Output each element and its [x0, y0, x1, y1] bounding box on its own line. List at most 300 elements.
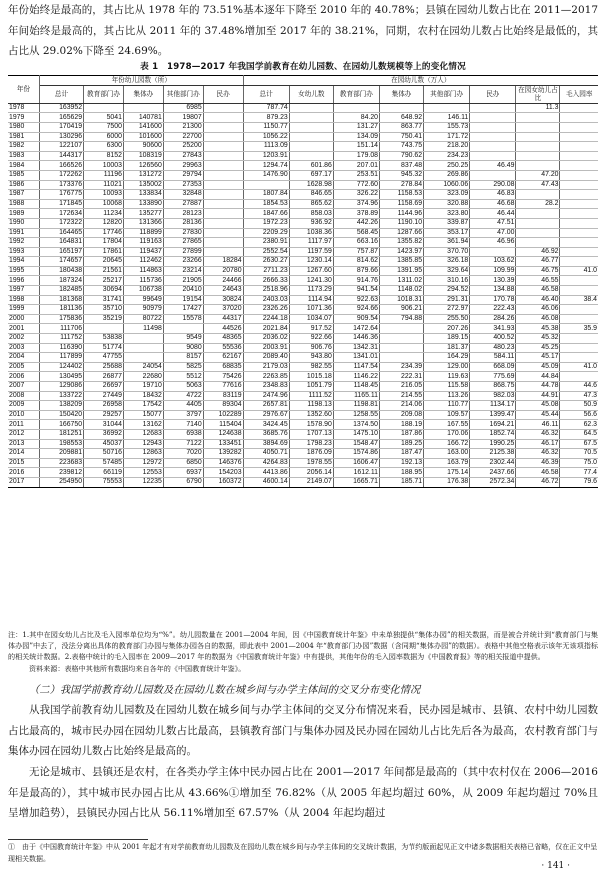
table-cell: 23266: [163, 257, 203, 267]
table-cell: 139282: [203, 449, 243, 459]
table-cell: 146376: [203, 458, 243, 468]
table-cell: [84, 103, 124, 113]
table-row: [8, 429, 598, 439]
table-cell: 173376: [39, 180, 83, 190]
table-cell: 2976.67: [243, 410, 289, 420]
year-cell: 1978: [8, 103, 39, 113]
table-row: [8, 209, 598, 219]
table-cell: 134.88: [470, 286, 516, 296]
table-cell: 775.69: [470, 372, 516, 382]
table-cell: 209.08: [379, 410, 423, 420]
table-row: [8, 122, 598, 132]
table-cell: 378.89: [333, 209, 379, 219]
table-cell: 790.62: [379, 151, 423, 161]
table-cell: 26697: [84, 382, 124, 392]
table-cell: 180438: [39, 266, 83, 276]
table-cell: 3797: [163, 410, 203, 420]
table-cell: 171.72: [424, 132, 470, 142]
table-cell: 5041: [84, 113, 124, 123]
table-cell: 130495: [39, 372, 83, 382]
column-header: 毛入园率: [560, 85, 598, 103]
table-cell: 234.23: [424, 151, 470, 161]
column-header: 其他部门办: [424, 85, 470, 103]
table-cell: 187324: [39, 276, 83, 286]
table-cell: [560, 103, 598, 113]
table-cell: 84.20: [333, 113, 379, 123]
table-cell: 70.5: [560, 449, 598, 459]
table-cell: [516, 113, 560, 123]
table-cell: 936.92: [289, 218, 333, 228]
table-cell: 155.73: [424, 122, 470, 132]
table-cell: 47.3: [560, 391, 598, 401]
table-cell: 115.58: [424, 382, 470, 392]
table-cell: 44317: [203, 314, 243, 324]
table-cell: [203, 228, 243, 238]
table-row: [8, 324, 598, 334]
table-cell: 341.93: [470, 324, 516, 334]
table-cell: 1241.30: [289, 276, 333, 286]
table-cell: 182485: [39, 286, 83, 296]
table-cell: 697.17: [289, 170, 333, 180]
table-cell: [203, 209, 243, 219]
table-cell: 922.63: [333, 295, 379, 305]
table-cell: 26958: [84, 401, 124, 411]
table-cell: 77616: [203, 382, 243, 392]
table-cell: 2209.29: [243, 228, 289, 238]
table-cell: 46.08: [516, 314, 560, 324]
table-cell: 1015.18: [289, 372, 333, 382]
table-cell: 1852.74: [470, 429, 516, 439]
table-cell: 6850: [163, 458, 203, 468]
column-header: 民办: [470, 85, 516, 103]
table-cell: 75553: [84, 477, 124, 487]
table-cell: 772.60: [333, 180, 379, 190]
table-cell: [516, 190, 560, 200]
table-cell: 1198.81: [333, 401, 379, 411]
table-cell: 45.08: [516, 401, 560, 411]
table-cell: 3424.45: [243, 420, 289, 430]
year-cell: 1994: [8, 257, 39, 267]
table-cell: 44526: [203, 324, 243, 334]
table-cell: 189.25: [379, 439, 423, 449]
table-cell: 1391.95: [379, 266, 423, 276]
table-cell: 3894.69: [243, 439, 289, 449]
table-cell: [203, 190, 243, 200]
table-cell: 44.84: [516, 372, 560, 382]
table-cell: 320.88: [424, 199, 470, 209]
year-cell: 1991: [8, 228, 39, 238]
table-row: [8, 266, 598, 276]
table-cell: 794.88: [379, 314, 423, 324]
source-note: 资料来源：表格中其他所有数据均来自各年的《中国教育统计年鉴》。: [29, 664, 246, 673]
table-cell: 222.31: [379, 372, 423, 382]
table-cell: 28136: [163, 218, 203, 228]
table-cell: 164.29: [424, 353, 470, 363]
table-cell: 79.6: [560, 477, 598, 487]
table-cell: 1847.66: [243, 209, 289, 219]
table-cell: 29257: [84, 410, 124, 420]
table-cell: [123, 353, 163, 363]
table-cell: 165197: [39, 247, 83, 257]
table-cell: [470, 170, 516, 180]
table-cell: 36992: [84, 429, 124, 439]
body-paragraph: 无论是城市、县镇还是农村，在各类办学主体中民办园占比在 2001—2017 年间都是最高的（其中农村仅在 2006—2016 年是最高的），其中城市民办园占比从 43.66%①增加至 76.82%（从 2005 年起均超过 60%，从 2009 年起均超过 70%且呈增加趋势），县镇民办园占比从 56.11%增加至 67.57%（从 2004 年起均超过: [8, 766, 598, 819]
table-cell: 787.74: [243, 103, 289, 113]
table-cell: 294.52: [424, 286, 470, 296]
table-cell: 1665.71: [333, 477, 379, 487]
table-cell: 109.57: [424, 410, 470, 420]
table-cell: 982.55: [289, 362, 333, 372]
table-row: [8, 228, 598, 238]
table-cell: 23214: [163, 266, 203, 276]
table-cell: 46.68: [470, 199, 516, 209]
table-cell: 26877: [84, 372, 124, 382]
table-cell: 179.08: [333, 151, 379, 161]
table-cell: 47.20: [516, 170, 560, 180]
table-cell: [560, 276, 598, 286]
year-cell: 2010: [8, 410, 39, 420]
table-cell: 1399.47: [470, 410, 516, 420]
table-row: [8, 276, 598, 286]
table-cell: 166750: [39, 420, 83, 430]
table-cell: 906.21: [379, 305, 423, 315]
table-cell: [560, 305, 598, 315]
table-cell: 2302.44: [470, 458, 516, 468]
table-cell: 45.38: [516, 324, 560, 334]
table-row: [8, 372, 598, 382]
table-cell: 291.31: [424, 295, 470, 305]
year-cell: 2006: [8, 372, 39, 382]
table-cell: 67.5: [560, 439, 598, 449]
year-cell: 2016: [8, 468, 39, 478]
header-group-kindergartens: 年份幼儿园数（所）: [39, 76, 243, 86]
year-cell: 2007: [8, 382, 39, 392]
table-cell: [560, 247, 598, 257]
table-cell: [203, 180, 243, 190]
table-cell: 1165.11: [333, 391, 379, 401]
table-cell: 62.3: [560, 420, 598, 430]
table-row: [8, 477, 598, 487]
table-cell: 339.87: [424, 218, 470, 228]
table-cell: [379, 334, 423, 344]
table-cell: 27449: [84, 391, 124, 401]
table-cell: 310.16: [424, 276, 470, 286]
table-cell: 941.54: [333, 286, 379, 296]
table-cell: [560, 334, 598, 344]
year-cell: 1992: [8, 238, 39, 248]
table-cell: [560, 151, 598, 161]
year-cell: 1987: [8, 190, 39, 200]
table-cell: [560, 170, 598, 180]
table-row: [8, 420, 598, 430]
table-cell: 1173.29: [289, 286, 333, 296]
table-cell: 45037: [84, 439, 124, 449]
table-cell: 222.43: [470, 305, 516, 315]
table-cell: 45.25: [516, 343, 560, 353]
year-cell: 2008: [8, 391, 39, 401]
table-cell: 1694.21: [470, 420, 516, 430]
table-cell: 32848: [163, 190, 203, 200]
table-cell: 45.32: [516, 334, 560, 344]
table-cell: 4264.83: [243, 458, 289, 468]
table-cell: 1018.31: [379, 295, 423, 305]
table-cell: [560, 218, 598, 228]
table-cell: 223683: [39, 458, 83, 468]
table-cell: 568.45: [333, 228, 379, 238]
year-cell: 2011: [8, 420, 39, 430]
table-cell: 150420: [39, 410, 83, 420]
table-cell: 29963: [163, 161, 203, 171]
table-cell: [560, 238, 598, 248]
table-cell: 1472.64: [333, 324, 379, 334]
table-cell: [203, 113, 243, 123]
table-cell: 1158.69: [379, 199, 423, 209]
table-cell: 2125.38: [470, 449, 516, 459]
table-row: [8, 343, 598, 353]
table-cell: 171845: [39, 199, 83, 209]
table-row: [8, 449, 598, 459]
table-cell: 906.76: [289, 343, 333, 353]
table-cell: 124638: [203, 429, 243, 439]
table-cell: 160372: [203, 477, 243, 487]
table-row: [8, 401, 598, 411]
table-cell: 68835: [203, 362, 243, 372]
table-cell: 118899: [123, 228, 163, 238]
table-cell: 6790: [163, 477, 203, 487]
table-cell: 50.9: [560, 401, 598, 411]
table-cell: 1197.59: [289, 247, 333, 257]
table-cell: 846.65: [289, 190, 333, 200]
table-cell: 1190.10: [379, 218, 423, 228]
table-cell: 2089.40: [243, 353, 289, 363]
table-cell: 943.80: [289, 353, 333, 363]
year-cell: 2014: [8, 449, 39, 459]
table-cell: 1798.23: [289, 439, 333, 449]
table-cell: 1311.02: [379, 276, 423, 286]
table-cell: 12683: [123, 429, 163, 439]
table-cell: 1060.06: [424, 180, 470, 190]
year-cell: 2002: [8, 334, 39, 344]
table-cell: [379, 103, 423, 113]
table-cell: 1374.50: [333, 420, 379, 430]
column-header: 教育部门办: [84, 85, 124, 103]
table-cell: 130.39: [470, 276, 516, 286]
table-cell: 46.58: [516, 286, 560, 296]
table-cell: [289, 113, 333, 123]
column-header: 其他部门办: [163, 85, 203, 103]
table-cell: 131366: [123, 218, 163, 228]
table-cell: 2474.96: [243, 391, 289, 401]
table-cell: 46.55: [516, 276, 560, 286]
year-cell: 1997: [8, 286, 39, 296]
table-cell: 234.39: [379, 362, 423, 372]
column-header: 集体办: [379, 85, 423, 103]
table-cell: 44.78: [516, 382, 560, 392]
year-cell: 1983: [8, 151, 39, 161]
table-cell: 1446.36: [333, 334, 379, 344]
table-cell: 1972.23: [243, 218, 289, 228]
table-cell: 4405: [163, 401, 203, 411]
table-cell: [516, 161, 560, 171]
table-cell: [289, 122, 333, 132]
table-cell: [560, 161, 598, 171]
table-cell: 165629: [39, 113, 83, 123]
table-cell: [123, 103, 163, 113]
table-cell: [470, 122, 516, 132]
table-cell: 2263.85: [243, 372, 289, 382]
year-cell: 2003: [8, 343, 39, 353]
table-cell: 284.26: [470, 314, 516, 324]
table-cell: 35219: [84, 314, 124, 324]
table-cell: 1147.54: [333, 362, 379, 372]
table-cell: 46.72: [516, 477, 560, 487]
table-cell: 114863: [123, 266, 163, 276]
table-cell: 1341.01: [333, 353, 379, 363]
table-cell: 1150.77: [243, 122, 289, 132]
table-cell: 25217: [84, 276, 124, 286]
table-cell: 45.17: [516, 353, 560, 363]
table-cell: 1287.66: [379, 228, 423, 238]
table-cell: 133722: [39, 391, 83, 401]
table-cell: 28123: [163, 209, 203, 219]
table-cell: 1423.97: [379, 247, 423, 257]
table-cell: 198553: [39, 439, 83, 449]
table-cell: [516, 228, 560, 238]
table-cell: 99649: [123, 295, 163, 305]
table-cell: 102289: [203, 410, 243, 420]
table-cell: 20645: [84, 257, 124, 267]
table-cell: [333, 103, 379, 113]
table-cell: 46.49: [470, 161, 516, 171]
table-row: [8, 132, 598, 142]
table-cell: [163, 324, 203, 334]
table-cell: 110.77: [424, 401, 470, 411]
table-cell: 11498: [123, 324, 163, 334]
table-cell: 209881: [39, 449, 83, 459]
table-cell: 1158.53: [379, 190, 423, 200]
table-header-group-row: [8, 76, 598, 86]
table-cell: 28.2: [516, 199, 560, 209]
table-cell: 1978.55: [289, 458, 333, 468]
table-cell: 329.64: [424, 266, 470, 276]
table-cell: 1051.79: [289, 382, 333, 392]
table-cell: [560, 132, 598, 142]
table-cell: 167.55: [424, 420, 470, 430]
year-cell: 1999: [8, 305, 39, 315]
table-cell: 290.08: [470, 180, 516, 190]
table-cell: [560, 190, 598, 200]
table-row: [8, 353, 598, 363]
table-cell: 4050.71: [243, 449, 289, 459]
table-cell: 1628.98: [289, 180, 333, 190]
table-cell: 239812: [39, 468, 83, 478]
table-cell: 46.75: [516, 266, 560, 276]
table-cell: 879.23: [243, 113, 289, 123]
table-cell: 115736: [123, 276, 163, 286]
table-row: [8, 334, 598, 344]
table-cell: 5512: [163, 372, 203, 382]
table-cell: [470, 103, 516, 113]
table-cell: 1034.07: [289, 314, 333, 324]
table-cell: 170.06: [424, 429, 470, 439]
table-row: [8, 161, 598, 171]
table-cell: 24466: [203, 276, 243, 286]
table-cell: [560, 353, 598, 363]
table-cell: 170419: [39, 122, 83, 132]
table-cell: 192.13: [379, 458, 423, 468]
table-cell: 250.25: [424, 161, 470, 171]
table-cell: 188.19: [379, 420, 423, 430]
table-cell: 278.84: [379, 180, 423, 190]
table-cell: 15578: [163, 314, 203, 324]
table-cell: 111706: [39, 324, 83, 334]
table-cell: 7122: [163, 439, 203, 449]
table-cell: 253.51: [333, 170, 379, 180]
table-cell: 48365: [203, 334, 243, 344]
table-cell: 24643: [203, 286, 243, 296]
table-cell: 858.03: [289, 209, 333, 219]
year-cell: 1985: [8, 170, 39, 180]
year-cell: 1988: [8, 199, 39, 209]
table-cell: 9080: [163, 343, 203, 353]
year-cell: 2004: [8, 353, 39, 363]
table-cell: 1807.84: [243, 190, 289, 200]
table-cell: 254950: [39, 477, 83, 487]
table-cell: 174657: [39, 257, 83, 267]
table-cell: [470, 151, 516, 161]
table-cell: 214.55: [379, 391, 423, 401]
table-cell: 663.16: [333, 238, 379, 248]
table-cell: 6938: [163, 429, 203, 439]
table-cell: 56.6: [560, 410, 598, 420]
table-cell: 2348.83: [243, 382, 289, 392]
table-cell: 2630.27: [243, 257, 289, 267]
table-cell: 8157: [163, 353, 203, 363]
year-cell: 2017: [8, 477, 39, 487]
table-cell: 18432: [123, 391, 163, 401]
year-cell: 1982: [8, 142, 39, 152]
table-cell: 27830: [163, 228, 203, 238]
table-cell: [203, 161, 243, 171]
table-cell: [560, 122, 598, 132]
table-cell: 46.11: [516, 420, 560, 430]
table-cell: 50716: [84, 449, 124, 459]
table-cell: 46.83: [470, 190, 516, 200]
table-cell: 868.75: [470, 382, 516, 392]
table-cell: 11021: [84, 180, 124, 190]
year-cell: 1993: [8, 247, 39, 257]
table-cell: [516, 122, 560, 132]
table-cell: 17804: [84, 238, 124, 248]
table-cell: 47.43: [516, 180, 560, 190]
table-cell: 46.77: [516, 257, 560, 267]
table-cell: 1707.13: [289, 429, 333, 439]
table-cell: 2552.54: [243, 247, 289, 257]
table-cell: 46.17: [516, 439, 560, 449]
year-cell: 1998: [8, 295, 39, 305]
table-cell: 109.99: [470, 266, 516, 276]
table-cell: 117899: [39, 353, 83, 363]
table-cell: 1267.60: [289, 266, 333, 276]
table-cell: 27865: [163, 238, 203, 248]
table-cell: 46.32: [516, 449, 560, 459]
year-cell: 1980: [8, 122, 39, 132]
table-cell: 187.47: [379, 449, 423, 459]
table-cell: 176775: [39, 190, 83, 200]
table-cell: 21561: [84, 266, 124, 276]
table-cell: 757.87: [333, 247, 379, 257]
table-cell: 323.80: [424, 209, 470, 219]
